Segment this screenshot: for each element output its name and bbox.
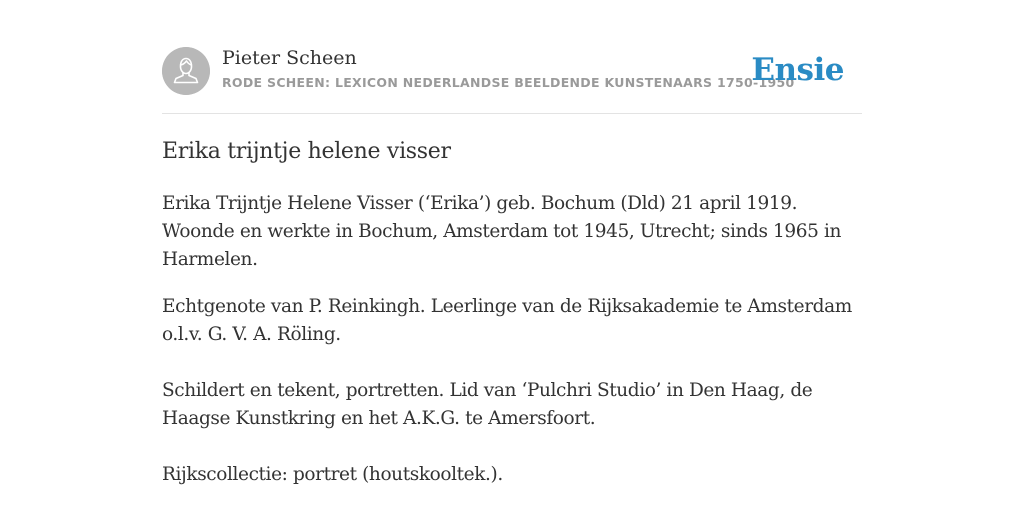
article-body bbox=[162, 136, 862, 489]
article-header bbox=[162, 46, 862, 114]
author-name[interactable]: Pieter Scheen bbox=[222, 47, 357, 69]
source-title[interactable]: RODE SCHEEN: LEXICON NEDERLANDSE BEELDENDE KUNSTENAARS 1750-1950 bbox=[222, 75, 795, 90]
user-avatar-icon bbox=[162, 47, 210, 95]
article-paragraph: Echtgenote van P. Reinkingh. Leerlinge van de Rijksakademie te Amsterdam o.l.v. G. V. A. Röling. bbox=[162, 296, 852, 345]
article-title: Erika trijntje helene visser bbox=[162, 139, 451, 164]
ensie-logo[interactable]: Ensie bbox=[751, 52, 844, 88]
article-paragraph: Rijkscollectie: portret (houtskooltek.). bbox=[162, 464, 503, 485]
article-paragraph: Schildert en tekent, portretten. Lid van ‘Pulchri Studio’ in Den Haag, de Haagse Kunstkring en het A.K.G. te Amersfoort. bbox=[162, 380, 813, 429]
article-paragraph: Erika Trijntje Helene Visser (‘Erika’) geb. Bochum (Dld) 21 april 1919. Woonde en werkte in Bochum, Amsterdam tot 1945, Utrecht; sinds 1965 in Harmelen. bbox=[162, 193, 842, 270]
